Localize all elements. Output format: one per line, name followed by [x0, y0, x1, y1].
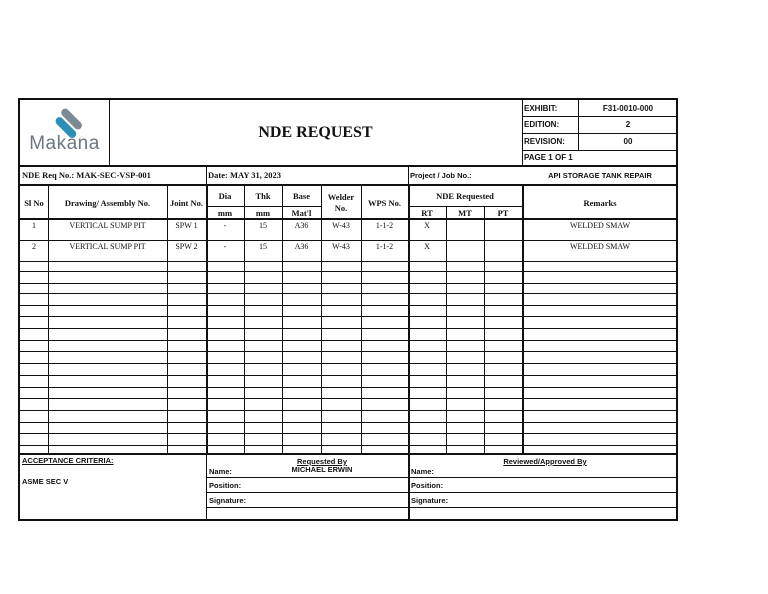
edition-label: EDITION: — [524, 120, 560, 129]
page-indicator: PAGE 1 OF 1 — [524, 153, 573, 162]
grid-line — [20, 363, 678, 364]
grid-line — [20, 351, 678, 352]
grid-line — [20, 375, 678, 376]
requested-by-name: MICHAEL ERWIN — [291, 465, 353, 474]
row-sl: 2 — [32, 242, 36, 251]
grid-line — [20, 398, 678, 399]
grid-line — [20, 410, 678, 411]
col-thk-unit: mm — [255, 207, 271, 218]
requester-name-label: Name: — [209, 467, 232, 476]
row-drawing: VERTICAL SUMP PIT — [69, 242, 146, 251]
grid-line — [321, 185, 322, 453]
exhibit-label: EXHIBIT: — [524, 103, 558, 113]
col-wps: WPS No. — [367, 197, 402, 208]
col-pt: PT — [497, 207, 509, 218]
page-title: NDE REQUEST — [258, 123, 373, 141]
reviewed-approved-label: Reviewed/Approved By — [503, 457, 587, 466]
grid-line — [206, 185, 208, 453]
grid-line — [20, 283, 678, 284]
grid-line — [20, 261, 678, 262]
exhibit-value: F31-0010-000 — [602, 103, 654, 113]
grid-line — [20, 340, 678, 341]
row-joint: SPW 2 — [175, 242, 198, 251]
row-joint: SPW 1 — [175, 221, 198, 230]
grid-line — [20, 445, 678, 446]
grid-line — [20, 433, 678, 434]
requested-by-label: Requested By — [296, 457, 347, 466]
grid-line — [48, 185, 49, 453]
row-welder: W-43 — [332, 221, 350, 230]
row-welder: W-43 — [332, 242, 350, 251]
row-rt: X — [424, 221, 430, 230]
nde-request-form — [18, 98, 678, 521]
grid-line — [408, 185, 410, 453]
row-remarks: WELDED SMAW — [569, 242, 630, 251]
reviewer-position-label: Position: — [411, 481, 444, 490]
col-drawing: Drawing/ Assembly No. — [64, 197, 151, 208]
grid-line — [167, 185, 168, 453]
revision-value: 00 — [623, 137, 633, 146]
col-sl-no: Sl No — [24, 197, 44, 208]
row-pt — [484, 241, 522, 252]
col-remarks: Remarks — [583, 197, 617, 208]
col-base: Base — [293, 191, 310, 201]
row-mt — [446, 220, 484, 231]
row-wps: 1-1-2 — [375, 221, 394, 230]
grid-line — [446, 206, 447, 453]
col-dia: Dia — [218, 191, 232, 201]
grid-line — [20, 422, 678, 423]
acceptance-criteria-value: ASME SEC V — [22, 477, 69, 486]
col-joint: Joint No. — [169, 197, 204, 208]
row-pt — [484, 220, 522, 231]
acceptance-criteria-label: ACCEPTANCE CRITERIA: — [22, 456, 114, 465]
edition-value: 2 — [625, 120, 631, 129]
row-drawing: VERTICAL SUMP PIT — [69, 221, 146, 230]
nde-req-number: NDE Req No.: MAK-SEC-VSP-001 — [22, 170, 151, 180]
row-dia: - — [223, 242, 227, 251]
row-base: A36 — [294, 221, 309, 230]
row-remarks: WELDED SMAW — [569, 221, 630, 230]
project-label: Project / Job No.: — [410, 170, 472, 180]
grid-line — [20, 387, 678, 388]
grid-line — [522, 185, 524, 453]
row-sl: 1 — [32, 221, 36, 230]
col-base-sub: Mat'l — [291, 207, 312, 218]
grid-line — [484, 206, 485, 453]
col-welder: Welder No. — [327, 191, 355, 213]
col-nde-requested: NDE Requested — [436, 191, 494, 201]
row-wps: 1-1-2 — [375, 242, 394, 251]
grid-line — [361, 185, 362, 453]
project-value: API STORAGE TANK REPAIR — [548, 170, 652, 180]
row-dia: - — [223, 221, 227, 230]
row-thk: 15 — [259, 221, 267, 230]
requester-position-label: Position: — [209, 481, 242, 490]
revision-label: REVISION: — [524, 137, 565, 146]
col-thk: Thk — [255, 191, 271, 201]
grid-line — [282, 185, 283, 453]
col-mt: MT — [458, 207, 472, 218]
col-rt: RT — [421, 207, 433, 218]
row-base: A36 — [294, 242, 309, 251]
row-rt: X — [424, 242, 430, 251]
grid-line — [20, 328, 678, 329]
request-date: Date: MAY 31, 2023 — [208, 170, 282, 180]
col-dia-unit: mm — [217, 207, 233, 218]
grid-line — [20, 316, 678, 317]
row-thk: 15 — [259, 242, 267, 251]
logo-text: Makana — [29, 133, 100, 154]
grid-line — [20, 293, 678, 294]
row-mt — [446, 241, 484, 252]
reviewer-name-label: Name: — [411, 467, 434, 476]
grid-line — [20, 271, 678, 272]
grid-line — [20, 305, 678, 306]
grid-line — [244, 185, 245, 453]
requester-signature-label: Signature: — [209, 496, 247, 505]
grid-line — [20, 240, 678, 241]
reviewer-signature-label: Signature: — [411, 496, 449, 505]
logo-area — [20, 100, 109, 165]
